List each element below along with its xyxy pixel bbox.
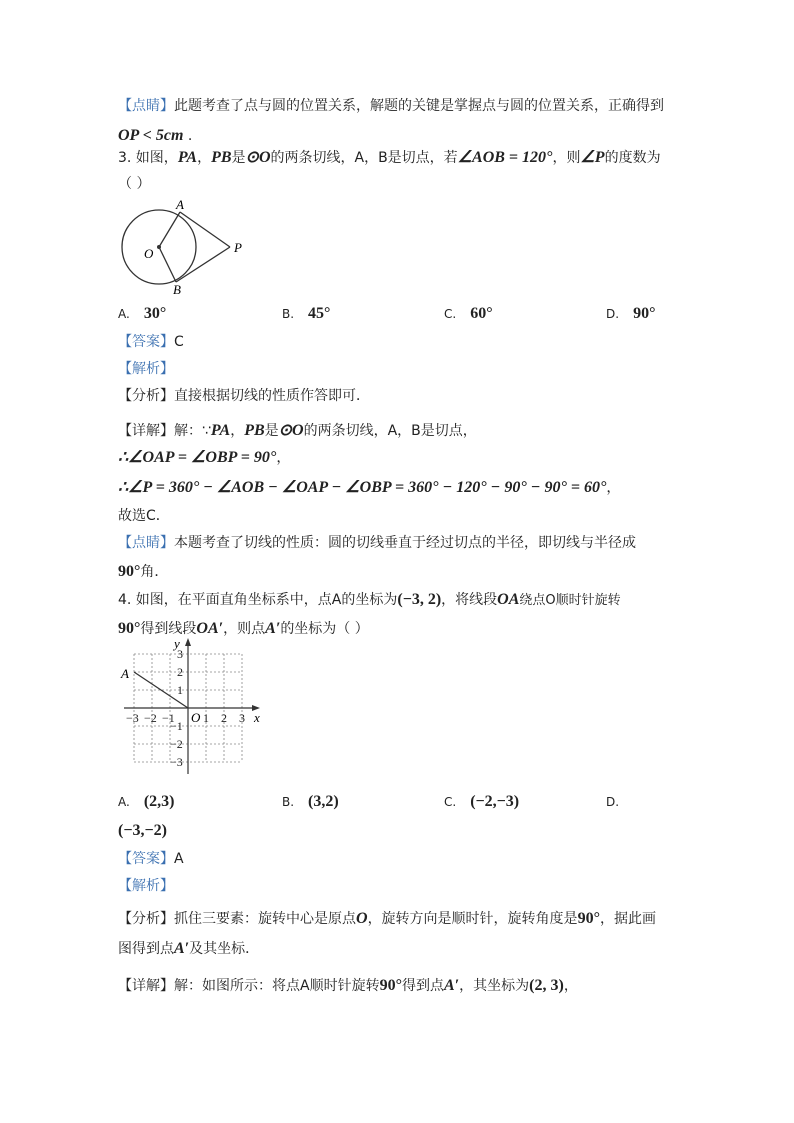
q4-option-d-value-line bbox=[118, 821, 167, 841]
q3-option-c-label: C. bbox=[444, 307, 457, 321]
q4-oa: OA bbox=[497, 591, 520, 608]
q3-jiexi: 【解析】 bbox=[118, 361, 174, 377]
q4-a-label: A bbox=[121, 666, 129, 681]
q3-deg90: 90° bbox=[118, 563, 141, 580]
q3-option-d-value: 90° bbox=[633, 305, 656, 322]
period: . bbox=[187, 128, 193, 144]
q4-fx-a2: A′ bbox=[174, 940, 190, 957]
q4-option-b[interactable] bbox=[282, 792, 339, 812]
q3-label-a: A bbox=[176, 197, 184, 212]
q3-pa-line bbox=[180, 212, 230, 247]
q4-xj-deg: 90° bbox=[379, 977, 402, 994]
q4-xiangjie bbox=[118, 976, 578, 996]
q3-number: 3. 如图， bbox=[118, 150, 178, 166]
q3-option-d[interactable] bbox=[606, 304, 655, 324]
q4-fenxi-tag: 【分析】 bbox=[118, 911, 174, 927]
dianjing-text: 此题考查了点与圆的位置关系，解题的关键是掌握点与圆的位置关系，正确得到 bbox=[174, 98, 664, 114]
q4-xtick-2: 2 bbox=[221, 711, 227, 725]
q4-t2: 绕点O顺时针旋转 bbox=[519, 593, 621, 608]
q3-option-a[interactable] bbox=[118, 304, 166, 324]
q3-xj-sep: ， bbox=[230, 423, 245, 439]
q4-number: 4. 如图，在平面直角坐标系中，点A的坐标为 bbox=[118, 592, 398, 608]
q4-option-a-label: A. bbox=[118, 795, 130, 809]
q3-guxuan: 故选C． bbox=[118, 508, 170, 524]
q4-ytick-3: 3 bbox=[177, 647, 183, 661]
dianjing-math-line bbox=[118, 126, 192, 146]
q3-line3-end: ， bbox=[606, 480, 621, 496]
q4-y-label: y bbox=[174, 636, 180, 651]
q4-ytick-1: 1 bbox=[177, 683, 183, 697]
q4-option-d-label: D. bbox=[606, 795, 620, 809]
q3-option-b-value: 45° bbox=[308, 305, 331, 322]
q4-y-arrow bbox=[185, 638, 191, 646]
q4-option-c[interactable] bbox=[444, 792, 519, 812]
q3-xj-pb: PB bbox=[244, 422, 265, 439]
q3-dianjing bbox=[118, 533, 636, 553]
q4-fenxi-text2: ，旋转方向是顺时针，旋转角度是 bbox=[367, 911, 578, 927]
q3-xj-is: 是 bbox=[264, 423, 279, 439]
q4-xtick-neg3: −3 bbox=[126, 711, 139, 725]
q3-xj-b: 的两条切线，A，B是切点， bbox=[303, 423, 477, 439]
q3-oa-line bbox=[159, 212, 180, 247]
q3-label-o: O bbox=[144, 246, 154, 261]
q4-xiangjie-tag: 【详解】 bbox=[118, 978, 174, 994]
q3-xj-a: 解：∵ bbox=[174, 423, 211, 439]
q4-option-b-value: (3,2) bbox=[308, 793, 339, 810]
dianjing-line bbox=[118, 96, 664, 116]
q4-ytick-2: 2 bbox=[177, 665, 183, 679]
q3-sep: ， bbox=[197, 150, 212, 166]
q3-t3: ，则 bbox=[552, 150, 581, 166]
q4-option-a[interactable] bbox=[118, 792, 174, 812]
q4-xj-a2: A′ bbox=[443, 977, 460, 994]
q3-option-b[interactable] bbox=[282, 304, 330, 324]
q4-fenxi-2 bbox=[118, 939, 259, 959]
q4-fenxi-text: 抓住三要素：旋转中心是原点 bbox=[174, 911, 356, 927]
q3-answer bbox=[118, 332, 184, 352]
q3-angle: ∠AOB = 120° bbox=[457, 149, 553, 166]
q4-fenxi-text5: 及其坐标． bbox=[189, 941, 260, 957]
q3-answer-tag: 【答案】 bbox=[118, 334, 174, 350]
q3-option-d-label: D. bbox=[606, 307, 620, 321]
q4-oa2: OA′ bbox=[196, 620, 224, 637]
op-inequality: OP < 5cm bbox=[118, 127, 184, 144]
q4-deg: 90° bbox=[118, 620, 141, 637]
q4-t4: ，则点 bbox=[223, 621, 266, 637]
q3-paren: （ ） bbox=[118, 176, 151, 192]
q3-pb: PB bbox=[211, 149, 232, 166]
q4-xtick-neg2: −2 bbox=[144, 711, 157, 725]
q4-coord-a: (−3, 2) bbox=[397, 591, 442, 608]
q4-xtick-1: 1 bbox=[203, 711, 209, 725]
q4-t5: 的坐标为（ ） bbox=[280, 621, 369, 637]
q3-xj-pa: PA bbox=[210, 422, 231, 439]
q4-xj4: ， bbox=[563, 978, 578, 994]
q3-pb-line bbox=[176, 247, 230, 282]
q4-xtick-3: 3 bbox=[239, 711, 245, 725]
q3-fenxi-tag: 【分析】 bbox=[118, 388, 174, 404]
q3-answer-value: C bbox=[174, 334, 184, 350]
q4-answer-tag: 【答案】 bbox=[118, 851, 174, 867]
q4-fenxi-text4: 图得到点 bbox=[118, 941, 174, 957]
q4-option-d[interactable] bbox=[606, 792, 633, 812]
q4-xtick-neg1: −1 bbox=[162, 711, 175, 725]
q4-t1: ，将线段 bbox=[441, 592, 498, 608]
q3-xiangjie-tag: 【详解】 bbox=[118, 423, 174, 439]
q3-t1: 是 bbox=[231, 150, 246, 166]
q3-xiangjie bbox=[118, 421, 477, 441]
q3-option-a-label: A. bbox=[118, 307, 130, 321]
q3-option-b-label: B. bbox=[282, 307, 295, 321]
q4-ytick-neg3: −3 bbox=[170, 755, 183, 769]
q3-label-b: B bbox=[173, 282, 181, 296]
q3-t2: 的两条切线，A，B是切点，若 bbox=[270, 150, 458, 166]
q4-t3: 得到线段 bbox=[140, 621, 197, 637]
q4-xj2: 得到点 bbox=[401, 978, 444, 994]
q4-fx-o: O bbox=[356, 910, 368, 927]
q4-xj3: ，其坐标为 bbox=[459, 978, 530, 994]
q4-fenxi-text3: ，据此画 bbox=[599, 911, 656, 927]
q3-dianjing-text: 本题考查了切线的性质：圆的切线垂直于经过切点的半径，即切线与半径成 bbox=[174, 535, 636, 551]
q4-answer-value: A bbox=[174, 851, 184, 867]
q4-option-b-label: B. bbox=[282, 795, 295, 809]
q4-stem bbox=[118, 590, 621, 611]
q3-pa: PA bbox=[177, 149, 198, 166]
q3-line3-math: ∴∠P = 360° − ∠AOB − ∠OAP − ∠OBP = 360° − 120° − 90° − 90° = 60° bbox=[118, 479, 607, 496]
q3-jiao: 角． bbox=[140, 564, 169, 580]
q4-option-d-value: (−3,−2) bbox=[118, 822, 167, 839]
q3-fenxi-text: 直接根据切线的性质作答即可． bbox=[174, 388, 370, 404]
q3-option-c[interactable] bbox=[444, 304, 493, 324]
q4-a2: A′ bbox=[265, 620, 281, 637]
q3-option-c-value: 60° bbox=[470, 305, 493, 322]
q4-jiexi: 【解析】 bbox=[118, 878, 174, 894]
q4-figure bbox=[118, 636, 268, 778]
q3-t4: 的度数为 bbox=[604, 150, 661, 166]
q3-fenxi bbox=[118, 386, 370, 406]
q4-option-a-value: (2,3) bbox=[143, 793, 175, 810]
q4-option-c-label: C. bbox=[444, 795, 457, 809]
q3-stem bbox=[118, 148, 661, 168]
q3-ob-line bbox=[159, 247, 176, 282]
q3-option-a-value: 30° bbox=[143, 305, 167, 322]
q4-fx-deg: 90° bbox=[577, 910, 600, 927]
q4-option-c-value: (−2,−3) bbox=[470, 793, 520, 810]
q3-circle: ⊙O bbox=[245, 149, 271, 166]
q3-xj-circle: ⊙O bbox=[278, 422, 304, 439]
q3-line2-end: ， bbox=[276, 450, 291, 466]
q4-x-label: x bbox=[254, 710, 260, 725]
q4-o-label: O bbox=[191, 710, 201, 725]
dianjing-tag: 【点睛】 bbox=[118, 98, 174, 114]
q3-line2 bbox=[118, 448, 290, 468]
q4-ytick-neg1: −1 bbox=[170, 719, 183, 733]
q3-line3 bbox=[118, 478, 620, 498]
q4-answer bbox=[118, 849, 184, 869]
q4-xj-coord: (2, 3) bbox=[529, 977, 564, 994]
q4-ytick-neg2: −2 bbox=[170, 737, 183, 751]
q3-figure bbox=[118, 196, 258, 296]
q3-center-dot bbox=[157, 245, 161, 249]
q4-fenxi bbox=[118, 909, 656, 929]
q3-line2-math: ∴∠OAP = ∠OBP = 90° bbox=[118, 449, 277, 466]
q3-p: ∠P bbox=[580, 149, 605, 166]
q3-dianjing-2 bbox=[118, 562, 168, 582]
q3-dianjing-tag: 【点睛】 bbox=[118, 535, 174, 551]
q3-label-p: P bbox=[234, 240, 242, 255]
q4-xj1: 解：如图所示：将点A顺时针旋转 bbox=[174, 978, 380, 994]
